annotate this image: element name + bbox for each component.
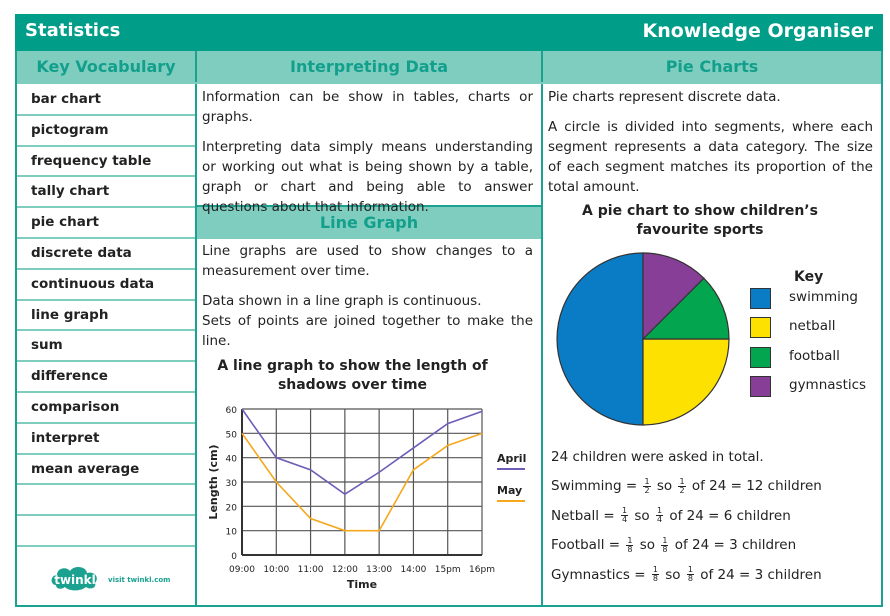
interpreting-heading: Interpreting Data xyxy=(197,51,541,82)
page-title: Statistics xyxy=(25,20,121,41)
vocab-item xyxy=(17,515,195,545)
vocab-item: tally chart xyxy=(31,183,110,200)
calc-label: Swimming = xyxy=(551,478,638,494)
x-tick-label: 13:00 xyxy=(366,565,393,575)
legend-label: swimming xyxy=(789,289,859,305)
fraction xyxy=(652,566,659,583)
fraction-numerator: 1 xyxy=(679,476,685,486)
calc-label: Netball = xyxy=(551,507,615,524)
fraction xyxy=(626,537,633,554)
vocab-item: comparison xyxy=(31,399,120,415)
interpreting-p2: Interpreting data simply means understanding or working out what is being shown by a table, graph or chart and being able to answer questions about that information. xyxy=(202,139,533,215)
y-axis-label: Length (cm) xyxy=(207,444,220,520)
calc-label: Football = xyxy=(551,537,621,553)
x-tick-label: 11:00 xyxy=(297,565,324,575)
calc-result: of 24 = 3 children xyxy=(674,537,797,553)
line-chart-title-line2: shadows over time xyxy=(277,377,428,393)
fraction-denominator: 8 xyxy=(627,544,633,554)
logo-link: visit twinkl.com xyxy=(108,576,170,584)
calc-so: so xyxy=(639,537,656,553)
interpreting-p1: Information can be show in tables, charts or graphs. xyxy=(202,89,533,125)
fraction-numerator: 1 xyxy=(656,506,663,515)
pie-slice-netball xyxy=(643,339,729,425)
pie-chart-title-line2: favourite sports xyxy=(636,222,764,238)
legend-label: gymnastics xyxy=(789,376,867,393)
fraction-numerator: 1 xyxy=(621,506,628,515)
pie-calc-row xyxy=(551,505,791,527)
fraction-numerator: 1 xyxy=(644,476,650,486)
vocab-item: sum xyxy=(31,337,63,354)
vocab-item: bar chart xyxy=(31,91,101,107)
vocab-item: continuous data xyxy=(31,275,155,292)
calc-so: so xyxy=(665,566,681,583)
legend-label: netball xyxy=(789,318,836,335)
pie-text xyxy=(548,87,873,197)
pie-legend-title: Key xyxy=(794,269,824,285)
y-tick-label: 10 xyxy=(225,527,237,538)
y-tick-label: 0 xyxy=(231,552,237,562)
twinkl-cloud-icon xyxy=(50,563,170,593)
fraction xyxy=(661,537,668,554)
line-graph-text xyxy=(202,241,533,351)
vocab-item: mean average xyxy=(31,460,140,477)
vocab-item: pictogram xyxy=(31,121,109,138)
y-tick-label: 20 xyxy=(225,503,237,514)
calc-result: of 24 = 12 children xyxy=(691,478,822,494)
logo-brand: twinkl xyxy=(54,573,96,587)
line-chart-title xyxy=(200,357,505,395)
pie-calc-row xyxy=(551,475,822,497)
y-tick-label: 50 xyxy=(225,430,237,441)
fraction-denominator: 8 xyxy=(687,574,693,583)
pie-total-text: 24 children were asked in total. xyxy=(551,449,764,465)
pie-slice-swimming xyxy=(557,253,643,425)
vocab-item: discrete data xyxy=(31,245,132,261)
calc-result: of 24 = 6 children xyxy=(669,507,791,524)
line-graph-p3: Sets of points are joined together to make the line. xyxy=(202,313,533,349)
fraction-denominator: 8 xyxy=(662,544,668,554)
line-graph-p1: Line graphs are used to show changes to a measurement over time. xyxy=(202,243,533,279)
legend-swatch-netball xyxy=(750,317,771,338)
pie-p1: Pie charts represent discrete data. xyxy=(548,89,781,105)
fraction-numerator: 1 xyxy=(662,535,668,545)
x-tick-label: 14:00 xyxy=(400,565,427,575)
line-graph-heading: Line Graph xyxy=(197,207,541,238)
fraction xyxy=(621,507,628,524)
fraction-denominator: 4 xyxy=(656,515,663,524)
legend-label: May xyxy=(497,484,523,497)
pie-p2: A circle is divided into segments, where each segment represents a data category. The size of each segment matches its proportion of the total amount. xyxy=(548,119,873,195)
legend-swatch-football xyxy=(750,347,771,368)
pie-chart-title xyxy=(580,202,820,240)
calc-so: so xyxy=(656,478,673,494)
interpreting-text xyxy=(202,87,533,217)
series-line-april xyxy=(242,409,482,494)
x-axis-label: Time xyxy=(346,578,378,591)
vocab-item xyxy=(17,484,195,514)
fraction-denominator: 4 xyxy=(621,515,628,524)
column-divider xyxy=(541,51,543,607)
vocab-heading: Key Vocabulary xyxy=(17,51,195,82)
x-tick-label: 09:00 xyxy=(229,565,255,575)
vocab-row-divider xyxy=(17,545,195,547)
legend-swatch-swimming xyxy=(750,288,771,309)
fraction-denominator: 2 xyxy=(644,485,650,495)
fraction xyxy=(643,478,650,495)
x-tick-label: 15pm xyxy=(434,565,461,575)
x-tick-label: 12:00 xyxy=(331,565,358,575)
twinkl-logo[interactable] xyxy=(50,563,170,597)
y-tick-label: 40 xyxy=(225,454,237,465)
pie-chart-title-line1: A pie chart to show children’s xyxy=(582,203,818,219)
pie-chart xyxy=(552,248,734,430)
fraction xyxy=(678,478,685,495)
legend-swatch-gymnastics xyxy=(750,376,771,397)
fraction-numerator: 1 xyxy=(652,565,658,574)
page-subtitle: Knowledge Organiser xyxy=(642,20,873,42)
fraction xyxy=(656,507,663,524)
title-bar xyxy=(15,14,883,51)
vocab-item: interpret xyxy=(31,429,100,446)
fraction-denominator: 8 xyxy=(652,574,658,583)
calc-label: Gymnastics = xyxy=(551,566,646,583)
y-tick-label: 60 xyxy=(225,406,237,416)
fraction-denominator: 2 xyxy=(679,485,685,495)
calc-result: of 24 = 3 children xyxy=(700,566,822,583)
x-tick-label: 16pm xyxy=(469,565,495,575)
fraction-numerator: 1 xyxy=(687,565,693,574)
x-tick-label: 10:00 xyxy=(263,565,290,575)
line-chart xyxy=(197,398,541,598)
y-tick-label: 30 xyxy=(225,479,237,489)
vocab-item: difference xyxy=(31,368,108,385)
line-graph-p2: Data shown in a line graph is continuous. xyxy=(202,293,482,309)
calc-so: so xyxy=(634,507,650,524)
vocab-item: pie chart xyxy=(31,214,99,231)
legend-label: April xyxy=(497,452,527,465)
pie-heading: Pie Charts xyxy=(543,51,881,82)
pie-calc-row xyxy=(551,564,822,586)
line-chart-title-line1: A line graph to show the length of xyxy=(217,358,488,374)
fraction-numerator: 1 xyxy=(627,535,633,545)
fraction xyxy=(687,566,694,583)
section-divider xyxy=(197,237,541,239)
vocab-item: line graph xyxy=(31,306,109,323)
vocab-item: frequency table xyxy=(31,152,152,169)
legend-label: football xyxy=(789,347,840,364)
pie-calc-row xyxy=(551,534,796,556)
